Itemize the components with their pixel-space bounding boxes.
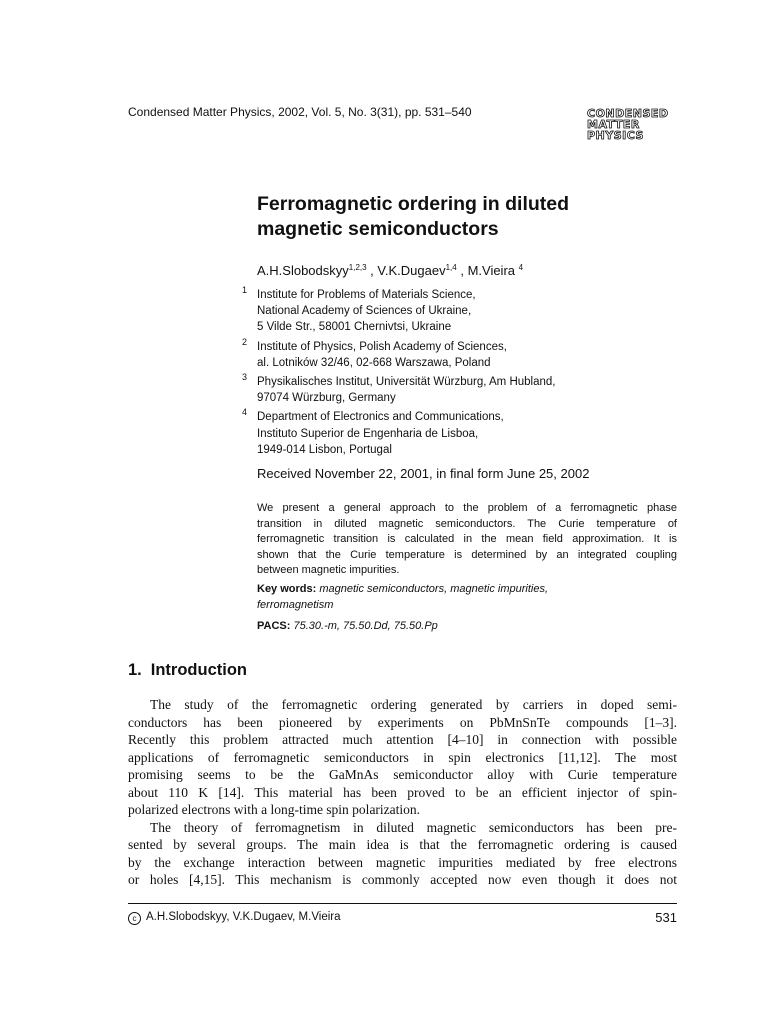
affiliation-line: National Academy of Sciences of Ukraine, [257,305,472,318]
logo-line: MATTER [587,118,640,131]
author-separator: , [366,263,378,278]
affiliation [242,374,682,406]
section-number: 1. [128,661,142,679]
affiliation-line: Physikalisches Institut, Universität Würzburg, Am Hubland, [257,376,556,389]
author-name: M.Vieira [467,263,516,278]
affiliation-list [242,287,682,461]
affiliation [242,287,682,336]
affiliation [242,336,682,371]
title-line: Ferromagnetic ordering in diluted [257,193,570,215]
abstract-line: ferromagnetic transition is calculated in the mean field approximation. It is [257,533,677,546]
keywords-label: Key words: [257,583,317,595]
body-line: The study of the ferromagnetic ordering generated by carriers in doped semi- [150,697,677,712]
keywords-text: magnetic semiconductors, magnetic impurities, [319,583,549,595]
received-date: Received November 22, 2001, in final form June 25, 2002 [257,466,590,481]
affiliation-line: 1949-014 Lisbon, Portugal [257,443,392,456]
author-affil-sup: 1,4 [445,263,457,272]
body-line: The theory of ferromagnetism in diluted magnetic semiconductors has been pre- [150,819,677,835]
affiliation-number: 1 [242,285,248,295]
copyright-icon: c [128,912,141,925]
abstract-line: transition in diluted magnetic semiconductors. The Curie temperature of [257,517,677,530]
pacs-text: 75.30.-m, 75.50.Dd, 75.50.Pp [293,620,438,632]
body-line: polarized electrons with a long-time spin polarization. [128,802,421,817]
keywords [257,582,677,613]
keywords-text: ferromagnetism [257,598,334,611]
pacs-codes [257,620,438,632]
body-line: conductors has been pioneered by experiments on PbMnSnTe compounds [1–3]. [128,714,677,730]
journal-logo [587,108,679,141]
journal-reference: Condensed Matter Physics, 2002, Vol. 5, No. 3(31), pp. 531–540 [128,105,472,119]
affiliation-line: 5 Vilde Str., 58001 Chernivtsi, Ukraine [257,321,452,334]
paper-title [257,192,687,242]
affiliation-line: Institute for Problems of Materials Science, [257,289,476,301]
affiliation-number: 4 [242,407,248,418]
page-number: 531 [655,910,677,925]
abstract-line: between magnetic impurities. [257,564,400,577]
section-heading [128,661,247,680]
author-affil-sup: 4 [518,263,524,272]
copyright-holders: A.H.Slobodskyy, V.K.Dugaev, M.Vieira [146,911,341,923]
affiliation-line: 97074 Würzburg, Germany [257,392,396,405]
abstract-line: shown that the Curie temperature is determined by an integrated coupling [257,548,677,561]
affiliation-line: Department of Electronics and Communications, [257,411,504,424]
author-affil-sup: 1,2,3 [348,263,367,272]
body-line: by the exchange interaction between magnetic impurities mediated by free electrons [128,854,677,870]
footer-copyright [128,911,341,925]
body-line: applications of ferromagnetic semiconductors in spin electronics [11,12]. The most [128,749,677,765]
body-line: sented by several groups. The main idea is that the ferromagnetic ordering is caused [128,837,677,852]
author-list [257,263,523,278]
body-line: or holes [4,15]. This mechanism is commonly accepted now even though it does not [128,872,677,887]
author-name: V.K.Dugaev [377,263,446,278]
logo-line: CONDENSED [587,107,669,120]
footer-divider [128,903,677,904]
logo-line: PHYSICS [587,129,644,142]
affiliation-line: Institute of Physics, Polish Academy of Sciences, [257,340,507,353]
affiliation [242,409,682,458]
introduction-text [128,696,677,889]
author-name: A.H.Slobodskyy [257,263,349,278]
affiliation-number: 3 [242,372,248,383]
affiliation-number: 2 [242,336,248,347]
abstract-line: We present a general approach to the problem of a ferromagnetic phase [257,502,677,514]
section-title: Introduction [150,661,247,679]
affiliation-line: Instituto Superior de Engenharia de Lisboa, [257,427,479,440]
affiliation-line: al. Lotników 32/46, 02-668 Warszawa, Poland [257,356,491,369]
body-line: Recently this problem attracted much attention [4–10] in connection with possible [128,732,677,747]
title-line: magnetic semiconductors [257,218,499,240]
pacs-label: PACS: [257,620,291,632]
body-line: promising seems to be the GaMnAs semiconductor alloy with Curie temperature [128,767,677,782]
body-line: about 110 K [14]. This material has been proved to be an efficient injector of spin- [128,784,677,800]
author-separator: , [456,263,468,278]
abstract [257,501,677,579]
